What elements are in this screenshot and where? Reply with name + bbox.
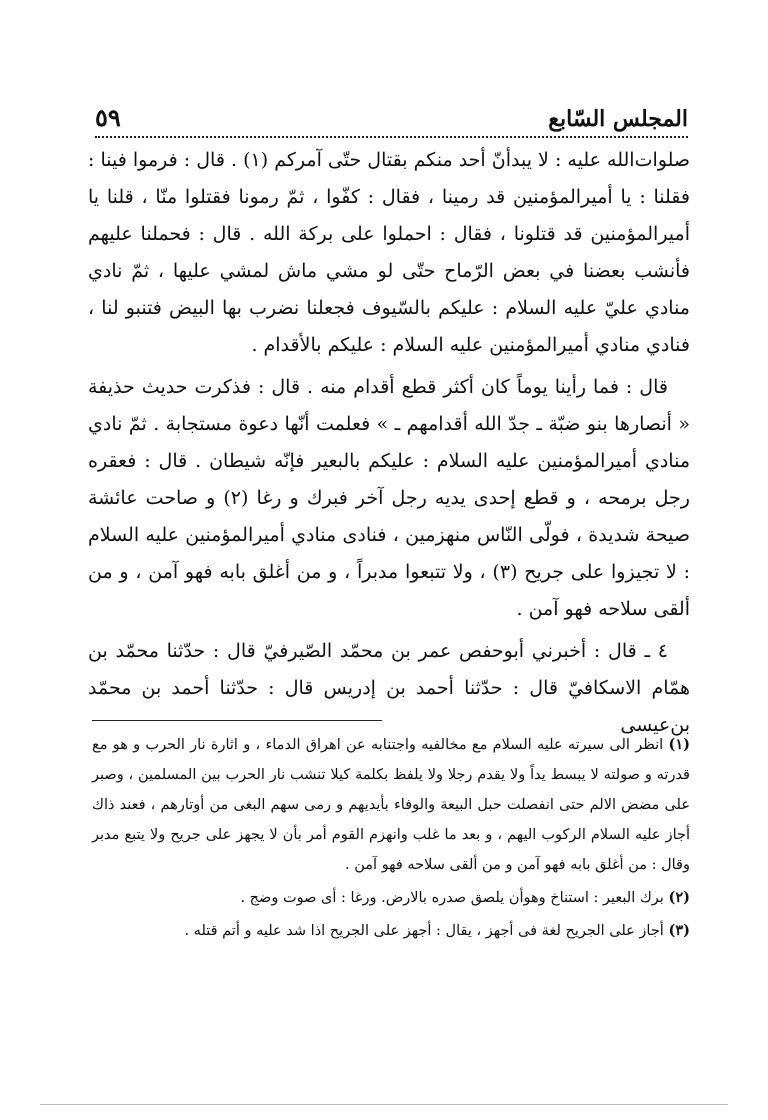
footnotes xyxy=(92,730,690,949)
footnote-text: أجاز على الجريح لغة فى أجهز ، يقال : أجهز على الجريح اذا شد عليه و أتم قتله . xyxy=(184,923,664,939)
footnote xyxy=(92,916,690,946)
footnote-number: (٣) xyxy=(668,922,690,939)
main-text xyxy=(88,142,690,749)
footnote-divider xyxy=(92,720,382,721)
paragraph: ٤ ـ قال : أخبرني أبوحفص عمر بن محمّد الصّيرفيّ قال : حدّثنا محمّد بن همّام الاسكافيّ قال : حدّثنا أحمد بن إدريس قال : حدّثنا أحمد بن محمّد بن‌عيسى xyxy=(88,640,690,736)
footnote-text: انظر الى سيرته عليه السلام مع مخالفيه واجتنابه عن اهراق الدماء ، و اثارة نار الحرب و هو مع قدرته و صولته لا يبسط يداً ولا يقدم رجلا ولا يلفظ بكلمة كيلا تنشب نار الحرب بين المسلمين ، وصبر على مضض الالم حتى انفصلت حبل البيعة والوفاء بأيديهم و رمى سهم البغى من أوتارهم ، فعند ذاك أجاز عليه السلام الركوب اليهم ، و بعد ما غلب وانهزم القوم أمر بأن لا يجهز على جريح ولا يتبع مدبر وقال : من أغلق بابه فهو آمن و من ألقى سلاحه فهو آمن . xyxy=(92,737,690,873)
page-bottom-edge xyxy=(40,1104,728,1105)
footnote-text: برك البعير : استناخ وهوأن يلصق صدره بالارض. ورغا : أى صوت وضج . xyxy=(240,890,664,906)
paragraph: قال : فما رأينا يوماً كان أكثر قطع أقدام منه . قال : فذكرت حديث حذيفة « أنصارها بنو ضبّة ـ جدّ الله أقدامهم ـ » فعلمت أنّها دعوة مستجابة . ثمّ نادي منادي أميرالمؤمنين عليه السلام : عليكم بالبعير فإنّه شيطان . قال : فعقره رجل برمحه ، و قطع إحدى يديه رجل آخر فبرك و رغا (٢) و صاحت عائشة صيحة شديدة ، فولّى النّاس منهزمين ، فنادى منادي أميرالمؤمنين عليه السلام : لا تجيزوا على جريح (٣) ، ولا تتبعوا مدبراً ، و من أغلق بابه فهو آمن ، و من ألقى سلاحه فهو آمن . xyxy=(88,376,690,620)
running-head xyxy=(95,92,688,132)
footnote xyxy=(92,883,690,913)
header-divider xyxy=(95,136,688,138)
footnote-number: (٢) xyxy=(668,889,690,906)
footnote xyxy=(92,730,690,880)
page-number: ٥٩ xyxy=(95,103,121,132)
chapter-title: المجلس السّابع xyxy=(548,106,688,132)
footnote-number: (١) xyxy=(668,736,691,753)
paragraph: صلوات‌الله عليه : لا يبدأنّ أحد منكم بقتال حتّى آمركم (١) . قال : فرموا فينا : فقلنا : يا أميرالمؤمنين قد رمينا ، فقال : كفّوا ، ثمّ رمونا فقتلوا منّا ، قلنا يا أميرالمؤمنين قد قتلونا ، فقال : احملوا على بركة الله . قال : فحملنا عليهم فأنشب بعضنا في بعض الرّماح حتّى لو مشي ماش لمشي عليها ، ثمّ نادي منادي عليّ عليه السلام : عليكم بالسّيوف فجعلنا نضرب بها البيض فتنبو لنا ، فنادي منادي أميرالمؤمنين عليه السلام : عليكم بالأقدام . xyxy=(88,149,690,356)
